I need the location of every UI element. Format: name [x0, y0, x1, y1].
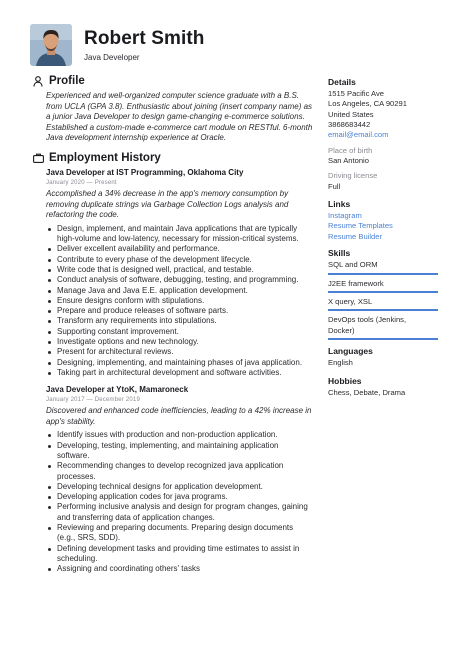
list-item: Present for architectural reviews. — [46, 347, 313, 357]
link-instagram[interactable]: Instagram — [328, 211, 362, 220]
details-block — [328, 89, 443, 141]
driving-license-block — [328, 171, 443, 192]
skill-item — [328, 279, 443, 293]
link-resume-builder[interactable]: Resume Builder — [328, 231, 383, 241]
list-item: Performing inclusive analysis and design for program changes, gaining and transferring data of application changes. — [46, 502, 313, 523]
address-line-1: 1515 Pacific Ave — [328, 89, 385, 98]
main-column — [31, 73, 313, 575]
list-item: Identify issues with production and non-production application. — [46, 430, 313, 440]
hobbies-heading: Hobbies — [328, 375, 362, 386]
skill-level-bar — [328, 309, 438, 311]
list-item: Taking part in architectural development and software activities. — [46, 368, 313, 378]
skill-item — [328, 260, 443, 274]
list-item: Conduct analysis of software, debugging, testing, and programming. — [46, 275, 313, 285]
skill-level-bar — [328, 338, 438, 340]
job-summary: Discovered and enhanced code inefficiencies, leading to a 42% increase in app's stability. — [46, 406, 312, 426]
language-item: English — [328, 358, 353, 368]
list-item: Developing, testing, implementing, and maintaining application software. — [46, 441, 313, 462]
job-bullet-list — [46, 430, 313, 574]
skill-label: DevOps tools (Jenkins, Docker) — [328, 315, 407, 335]
person-icon — [31, 74, 45, 88]
list-item: Supporting constant improvement. — [46, 327, 313, 337]
driving-license-label: Driving license — [328, 171, 378, 181]
sidebar — [328, 77, 443, 398]
list-item: Deliver excellent availability and performance. — [46, 244, 313, 254]
languages-heading: Languages — [328, 346, 373, 357]
list-item: Investigate options and new technology. — [46, 337, 313, 347]
list-item: Designing, implementing, and maintaining phases of java application. — [46, 358, 313, 368]
candidate-job-title: Java Developer — [84, 52, 140, 62]
resume-header — [30, 21, 204, 69]
list-item: Assigning and coordinating others' tasks — [46, 564, 313, 574]
skill-level-bar — [328, 291, 438, 293]
skill-label: SQL and ORM — [328, 260, 378, 270]
job-bullet-list — [46, 224, 313, 378]
skills-heading: Skills — [328, 248, 351, 259]
employment-section-header — [31, 150, 313, 166]
list-item: Contribute to every phase of the development lifecycle. — [46, 255, 313, 265]
list-item: Design, implement, and maintain Java applications that are typically high-volume and low-latency, necessary for mission-critical systems. — [46, 224, 313, 245]
list-item: Transform any requirements into stipulations. — [46, 316, 313, 326]
list-item: Write code that is designed well, practical, and testable. — [46, 265, 313, 275]
job-title: Java Developer at YtoK, Mamaroneck — [46, 385, 189, 395]
job-entry — [46, 167, 313, 378]
list-item: Recommending changes to develop recognized java application processes. — [46, 461, 313, 482]
phone-number: 3868683442 — [328, 119, 371, 129]
skill-item — [328, 297, 443, 311]
driving-license-value: Full — [328, 181, 341, 191]
skills-list — [328, 260, 443, 340]
job-entry — [46, 384, 313, 574]
list-item: Manage Java and Java E.E. application development. — [46, 286, 313, 296]
email-link[interactable]: email@email.com — [328, 130, 389, 140]
job-dates: January 2020 — Present — [46, 179, 117, 186]
place-of-birth-block — [328, 146, 443, 167]
list-item: Reviewing and preparing documents. Preparing design documents (e.g., SRS, SDD). — [46, 523, 313, 544]
country: United States — [328, 109, 374, 119]
links-list — [328, 211, 443, 242]
list-item: Developing technical designs for application development. — [46, 482, 313, 492]
place-of-birth-value: San Antonio — [328, 156, 369, 165]
profile-photo — [30, 24, 72, 66]
list-item: Prepare and produce releases of software parts. — [46, 306, 313, 316]
job-summary: Accomplished a 34% decrease in the app's memory consumption by removing duplicate strings via Garbage Collection Logs analysis and refactoring the code. — [46, 188, 289, 220]
list-item: Ensure designs conform with stipulations. — [46, 296, 313, 306]
job-title: Java Developer at IST Programming, Oklahoma City — [46, 167, 244, 177]
skill-item — [328, 315, 443, 340]
links-heading: Links — [328, 199, 351, 209]
details-heading: Details — [328, 77, 356, 87]
list-item: Defining development tasks and providing time estimates to assist in scheduling. — [46, 544, 313, 565]
profile-text: Experienced and well-organized computer science graduate with a B.S. from UCLA (GPA 3.8). Enthusiastic about joining (insert company name) as a junior Java Developer to design game-changing e-commerce solutions. Established a custom-made e-commerce cart module on RESTful. 6-month Java development internship experience at Oracle. — [46, 91, 313, 143]
skill-label: J2EE framework — [328, 278, 384, 288]
employment-heading: Employment History — [49, 151, 161, 164]
briefcase-icon — [31, 151, 45, 165]
address-line-2: Los Angeles, CA 90291 — [328, 99, 407, 109]
link-resume-templates[interactable]: Resume Templates — [328, 221, 393, 231]
list-item: Developing application codes for java programs. — [46, 492, 313, 502]
candidate-name: Robert Smith — [84, 27, 205, 49]
skill-level-bar — [328, 273, 438, 275]
job-dates: January 2017 — December 2019 — [46, 397, 140, 404]
hobbies-text: Chess, Debate, Drama — [328, 387, 406, 397]
skill-label: X query, XSL — [328, 297, 373, 307]
profile-heading: Profile — [49, 75, 85, 87]
profile-section-header — [31, 73, 313, 89]
place-of-birth-label: Place of birth — [328, 145, 373, 155]
